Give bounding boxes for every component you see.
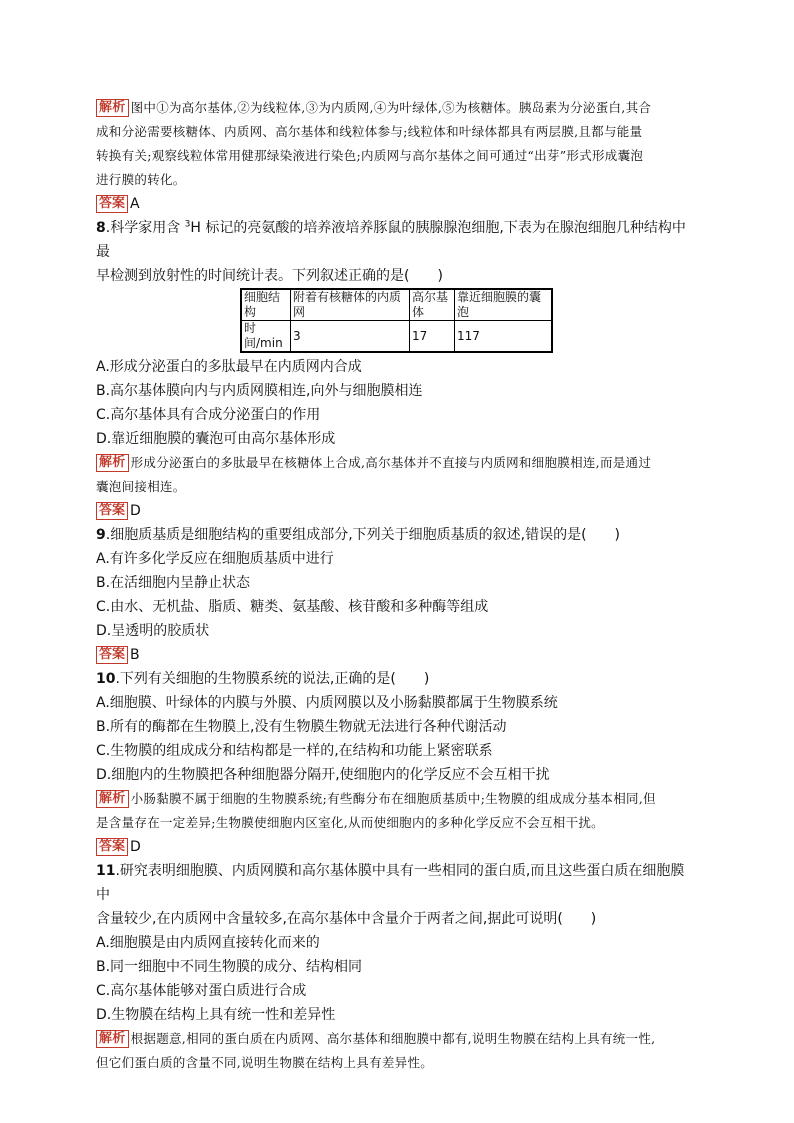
q9-answer-value: B: [130, 647, 140, 663]
q8-stem-1a: .科学家用含: [105, 220, 185, 236]
table-header-cell: 附着有核糖体的内质网: [291, 289, 410, 321]
q11-options: [96, 931, 696, 1027]
q9-number: 9: [96, 527, 106, 543]
q8-option-b: B.高尔基体膜向内与内质网膜相连,向外与细胞膜相连: [96, 383, 423, 399]
q8-answer-value: D: [130, 503, 141, 519]
table-header-cell: 高尔基体: [410, 289, 455, 321]
q7-answer-value: A: [130, 196, 140, 212]
q10-option-c: C.生物膜的组成成分和结构都是一样的,在结构和功能上紧密联系: [96, 743, 493, 759]
q11-option-c: C.高尔基体能够对蛋白质进行合成: [96, 983, 307, 999]
q8-answer: [96, 499, 696, 523]
q11-analysis-line-1: 根据题意,相同的蛋白质在内质网、高尔基体和细胞膜中都有,说明生物膜在结构上具有统一性,: [130, 1031, 656, 1046]
q9-option-b: B.在活细胞内呈静止状态: [96, 575, 251, 591]
q11-stem-1: .研究表明细胞膜、内质网膜和高尔基体膜中具有一些相同的蛋白质,而且这些蛋白质在细胞膜中: [96, 863, 685, 903]
q8-stem-1b: H 标记的亮氨酸的培养液培养豚鼠的胰腺腺泡细胞,下表为在腺泡细胞几种结构中最: [96, 220, 686, 260]
q8-analysis-line-1: 形成分泌蛋白的多肽最早在核糖体上合成,高尔基体并不直接与内质网和细胞膜相连,而是通过: [130, 455, 652, 470]
q10-number: 10: [96, 671, 116, 687]
q8-table: [240, 288, 553, 353]
q9-stem: [96, 523, 696, 547]
table-cell: 117: [455, 321, 553, 353]
analysis-tag: 解析: [96, 99, 129, 117]
q8-analysis: [96, 451, 696, 499]
q7-analysis-line-1: 图中①为高尔基体,②为线粒体,③为内质网,④为叶绿体,⑤为核糖体。胰岛素为分泌蛋白,其合: [130, 100, 652, 115]
q10-answer: [96, 835, 696, 859]
q8-option-c: C.高尔基体具有合成分泌蛋白的作用: [96, 407, 321, 423]
answer-tag: 答案: [96, 195, 128, 213]
q10-answer-value: D: [130, 839, 141, 855]
q10-stem-text: .下列有关细胞的生物膜系统的说法,正确的是( ): [115, 671, 430, 687]
table-header-cell: 靠近细胞膜的囊泡: [455, 289, 553, 321]
answer-tag: 答案: [96, 838, 128, 856]
q9-stem-text: .细胞质基质是细胞结构的重要组成部分,下列关于细胞质基质的叙述,错误的是( ): [105, 527, 621, 543]
answer-tag: 答案: [96, 502, 128, 520]
q10-option-a: A.细胞膜、叶绿体的内膜与外膜、内质网膜以及小肠黏膜都属于生物膜系统: [96, 695, 558, 711]
q11-option-d: D.生物膜在结构上具有统一性和差异性: [96, 1007, 336, 1023]
q8-analysis-line-2: 囊泡间接相连。: [96, 479, 186, 494]
q7-analysis-line-2: 成和分泌需要核糖体、内质网、高尔基体和线粒体参与;线粒体和叶绿体都具有两层膜,且都与能量: [96, 124, 643, 139]
table-cell: 17: [410, 321, 455, 353]
q10-option-b: B.所有的酶都在生物膜上,没有生物膜生物就无法进行各种代谢活动: [96, 719, 507, 735]
q11-option-b: B.同一细胞中不同生物膜的成分、结构相同: [96, 959, 363, 975]
q11-number: 11: [96, 863, 116, 879]
q11-stem: [96, 859, 696, 931]
analysis-tag: 解析: [96, 790, 129, 808]
analysis-tag: 解析: [96, 454, 129, 472]
q10-analysis-line-2: 是含量存在一定差异;生物膜使细胞内区室化,从而使细胞内的多种化学反应不会互相干扰。: [96, 815, 604, 830]
table-row-label: 时间/min: [241, 321, 291, 353]
table-header-cell: 细胞结构: [241, 289, 291, 321]
q9-option-c: C.由水、无机盐、脂质、糖类、氨基酸、核苷酸和多种酶等组成: [96, 599, 489, 615]
q11-option-a: A.细胞膜是由内质网直接转化而来的: [96, 935, 320, 951]
q11-analysis: [96, 1027, 696, 1075]
q8-stem-2: 早检测到放射性的时间统计表。下列叙述正确的是( ): [96, 268, 443, 284]
q7-analysis: [96, 96, 696, 192]
q9-option-d: D.呈透明的胶质状: [96, 623, 210, 639]
q10-options: [96, 691, 696, 787]
q9-option-a: A.有许多化学反应在细胞质基质中进行: [96, 551, 334, 567]
q8-superscript: 3: [184, 219, 191, 230]
page-content: [96, 96, 696, 1075]
q8-option-a: A.形成分泌蛋白的多肽最早在内质网内合成: [96, 359, 362, 375]
table-cell: 3: [291, 321, 410, 353]
q11-analysis-line-2: 但它们蛋白质的含量不同,说明生物膜在结构上具有差异性。: [96, 1055, 434, 1070]
q8-stem: [96, 216, 696, 288]
q10-option-d: D.细胞内的生物膜把各种细胞器分隔开,使细胞内的化学反应不会互相干扰: [96, 767, 550, 783]
q9-answer: [96, 643, 696, 667]
q8-option-d: D.靠近细胞膜的囊泡可由高尔基体形成: [96, 431, 336, 447]
q8-number: 8: [96, 220, 106, 236]
q11-stem-2: 含量较少,在内质网中含量较多,在高尔基体中含量介于两者之间,据此可说明( ): [96, 911, 597, 927]
q10-analysis: [96, 787, 696, 835]
answer-tag: 答案: [96, 646, 128, 664]
q7-analysis-line-4: 进行膜的转化。: [96, 172, 186, 187]
q9-options: [96, 547, 696, 643]
analysis-tag: 解析: [96, 1030, 129, 1048]
q10-stem: [96, 667, 696, 691]
q7-analysis-line-3: 转换有关;观察线粒体常用健那绿染液进行染色;内质网与高尔基体之间可通过“出芽”形式形成囊泡: [96, 148, 644, 163]
q10-analysis-line-1: 小肠黏膜不属于细胞的生物膜系统;有些酶分布在细胞质基质中;生物膜的组成成分基本相同,但: [130, 791, 656, 806]
q7-answer: [96, 192, 696, 216]
q8-options: [96, 355, 696, 451]
